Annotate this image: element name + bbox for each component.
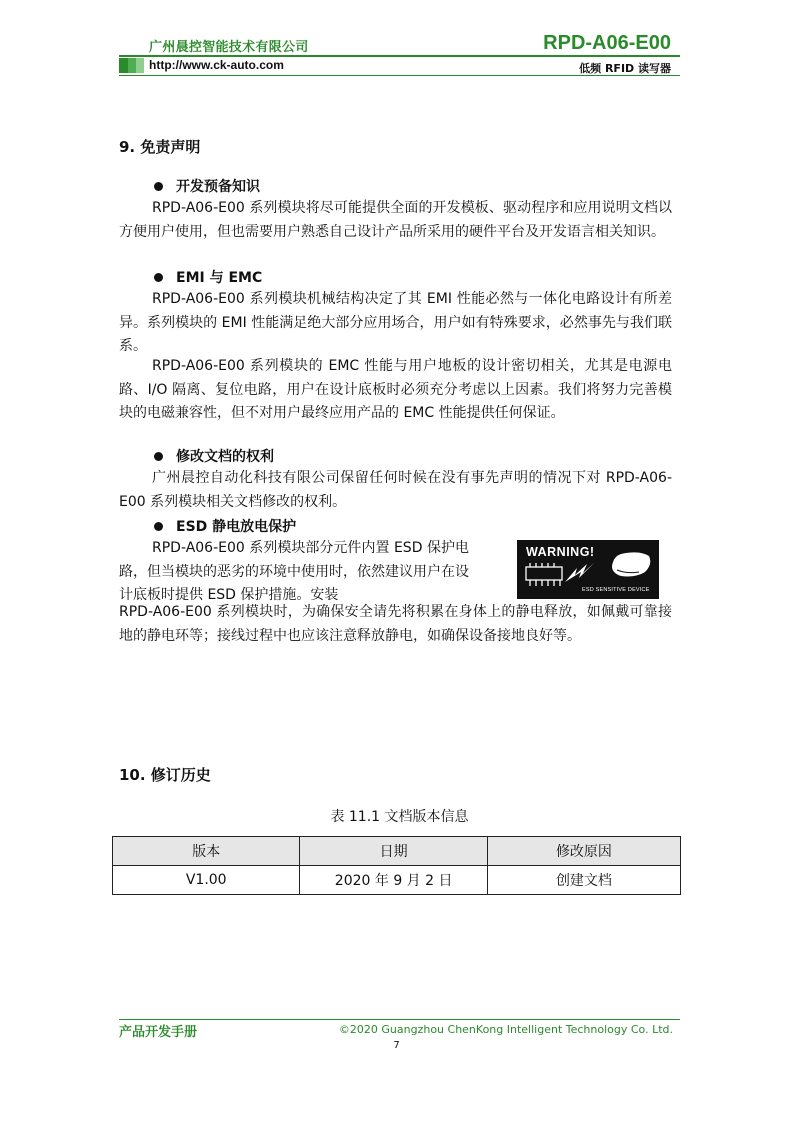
heading-text: ESD 静电放电保护 xyxy=(176,519,297,535)
bullet-dot-icon xyxy=(154,182,163,191)
bullet-dot-icon xyxy=(154,273,163,282)
paragraph-esd-part2: RPD-A06-E00 系列模块时，为确保安全请先将积累在身体上的静电释放，如佩戴可靠接地的静电环等；接线过程中也应该注意释放静电，如确保设备接地良好等。 xyxy=(119,604,672,644)
table-header-row xyxy=(113,837,681,866)
header-rule xyxy=(119,55,680,57)
bullet-heading-doc-rights xyxy=(154,446,274,466)
header-color-blocks xyxy=(119,58,144,73)
footer-manual-title: 产品开发手册 xyxy=(119,1025,198,1040)
footer-rule xyxy=(119,1019,680,1020)
warning-subtitle: ESD SENSITIVE DEVICE xyxy=(582,587,650,593)
table-row xyxy=(113,866,681,895)
header-rule-lower xyxy=(119,75,680,76)
warning-title: WARNING! xyxy=(526,545,595,559)
footer-page-number: 7 xyxy=(393,1040,400,1051)
header-model-number: RPD-A06-E00 xyxy=(543,32,671,54)
header-company-name: 广州晨控智能技术有限公司 xyxy=(149,40,309,55)
header-product-subtitle: 低频 RFID 读写器 xyxy=(579,62,671,75)
bullet-dot-icon xyxy=(154,522,163,531)
paragraph-esd-part1: RPD-A06-E00 系列模块部分元件内置 ESD 保护电路，但当模块的恶劣的环境中使用时，依然建议用户在设计底板时提供 ESD 保护措施。安装 xyxy=(119,540,469,603)
bullet-heading-dev-knowledge xyxy=(154,176,260,196)
section-9-title: 9. 免责声明 xyxy=(119,138,201,156)
heading-text: 开发预备知识 xyxy=(176,179,260,195)
column-header-reason: 修改原因 xyxy=(487,837,680,866)
bullet-dot-icon xyxy=(154,452,163,461)
footer-copyright: ©2020 Guangzhou ChenKong Intelligent Technology Co. Ltd. xyxy=(338,1023,673,1036)
section-10-title: 10. 修订历史 xyxy=(119,766,211,784)
cell-reason: 创建文档 xyxy=(487,866,680,895)
cell-version: V1.00 xyxy=(113,866,300,895)
paragraph-emi: RPD-A06-E00 系列模块机械结构决定了其 EMI 性能必然与一体化电路设计有所差异。系列模块的 EMI 性能满足绝大部分应用场合，用户如有特殊要求，必然事先与我们联系。 xyxy=(119,291,672,354)
revision-history-table xyxy=(112,836,681,895)
heading-text: EMI 与 EMC xyxy=(176,270,263,286)
paragraph-doc-rights: 广州晨控自动化科技有限公司保留任何时候在没有事先声明的情况下对 RPD-A06-E00 系列模块相关文档修改的权利。 xyxy=(119,470,672,510)
column-header-date: 日期 xyxy=(300,837,487,866)
column-header-version: 版本 xyxy=(113,837,300,866)
bullet-heading-esd xyxy=(154,516,296,536)
heading-text: 修改文档的权利 xyxy=(176,449,274,465)
header-website-link[interactable]: http://www.ck-auto.com xyxy=(149,58,284,72)
table-caption: 表 11.1 文档版本信息 xyxy=(330,809,469,825)
bullet-heading-emi-emc xyxy=(154,267,262,287)
paragraph-dev-knowledge: RPD-A06-E00 系列模块将尽可能提供全面的开发模板、驱动程序和应用说明文档以方便用户使用，但也需要用户熟悉自己设计产品所采用的硬件平台及开发语言相关知识。 xyxy=(119,200,672,240)
esd-warning-label xyxy=(517,540,659,599)
cell-date: 2020 年 9 月 2 日 xyxy=(300,866,487,895)
paragraph-emc: RPD-A06-E00 系列模块的 EMC 性能与用户地板的设计密切相关，尤其是电源电路、I/O 隔离、复位电路，用户在设计底板时必须充分考虑以上因素。我们将努力完善模块的电磁兼容性，但不对用户最终应用产品的 EMC 性能提供任何保证。 xyxy=(119,358,672,421)
